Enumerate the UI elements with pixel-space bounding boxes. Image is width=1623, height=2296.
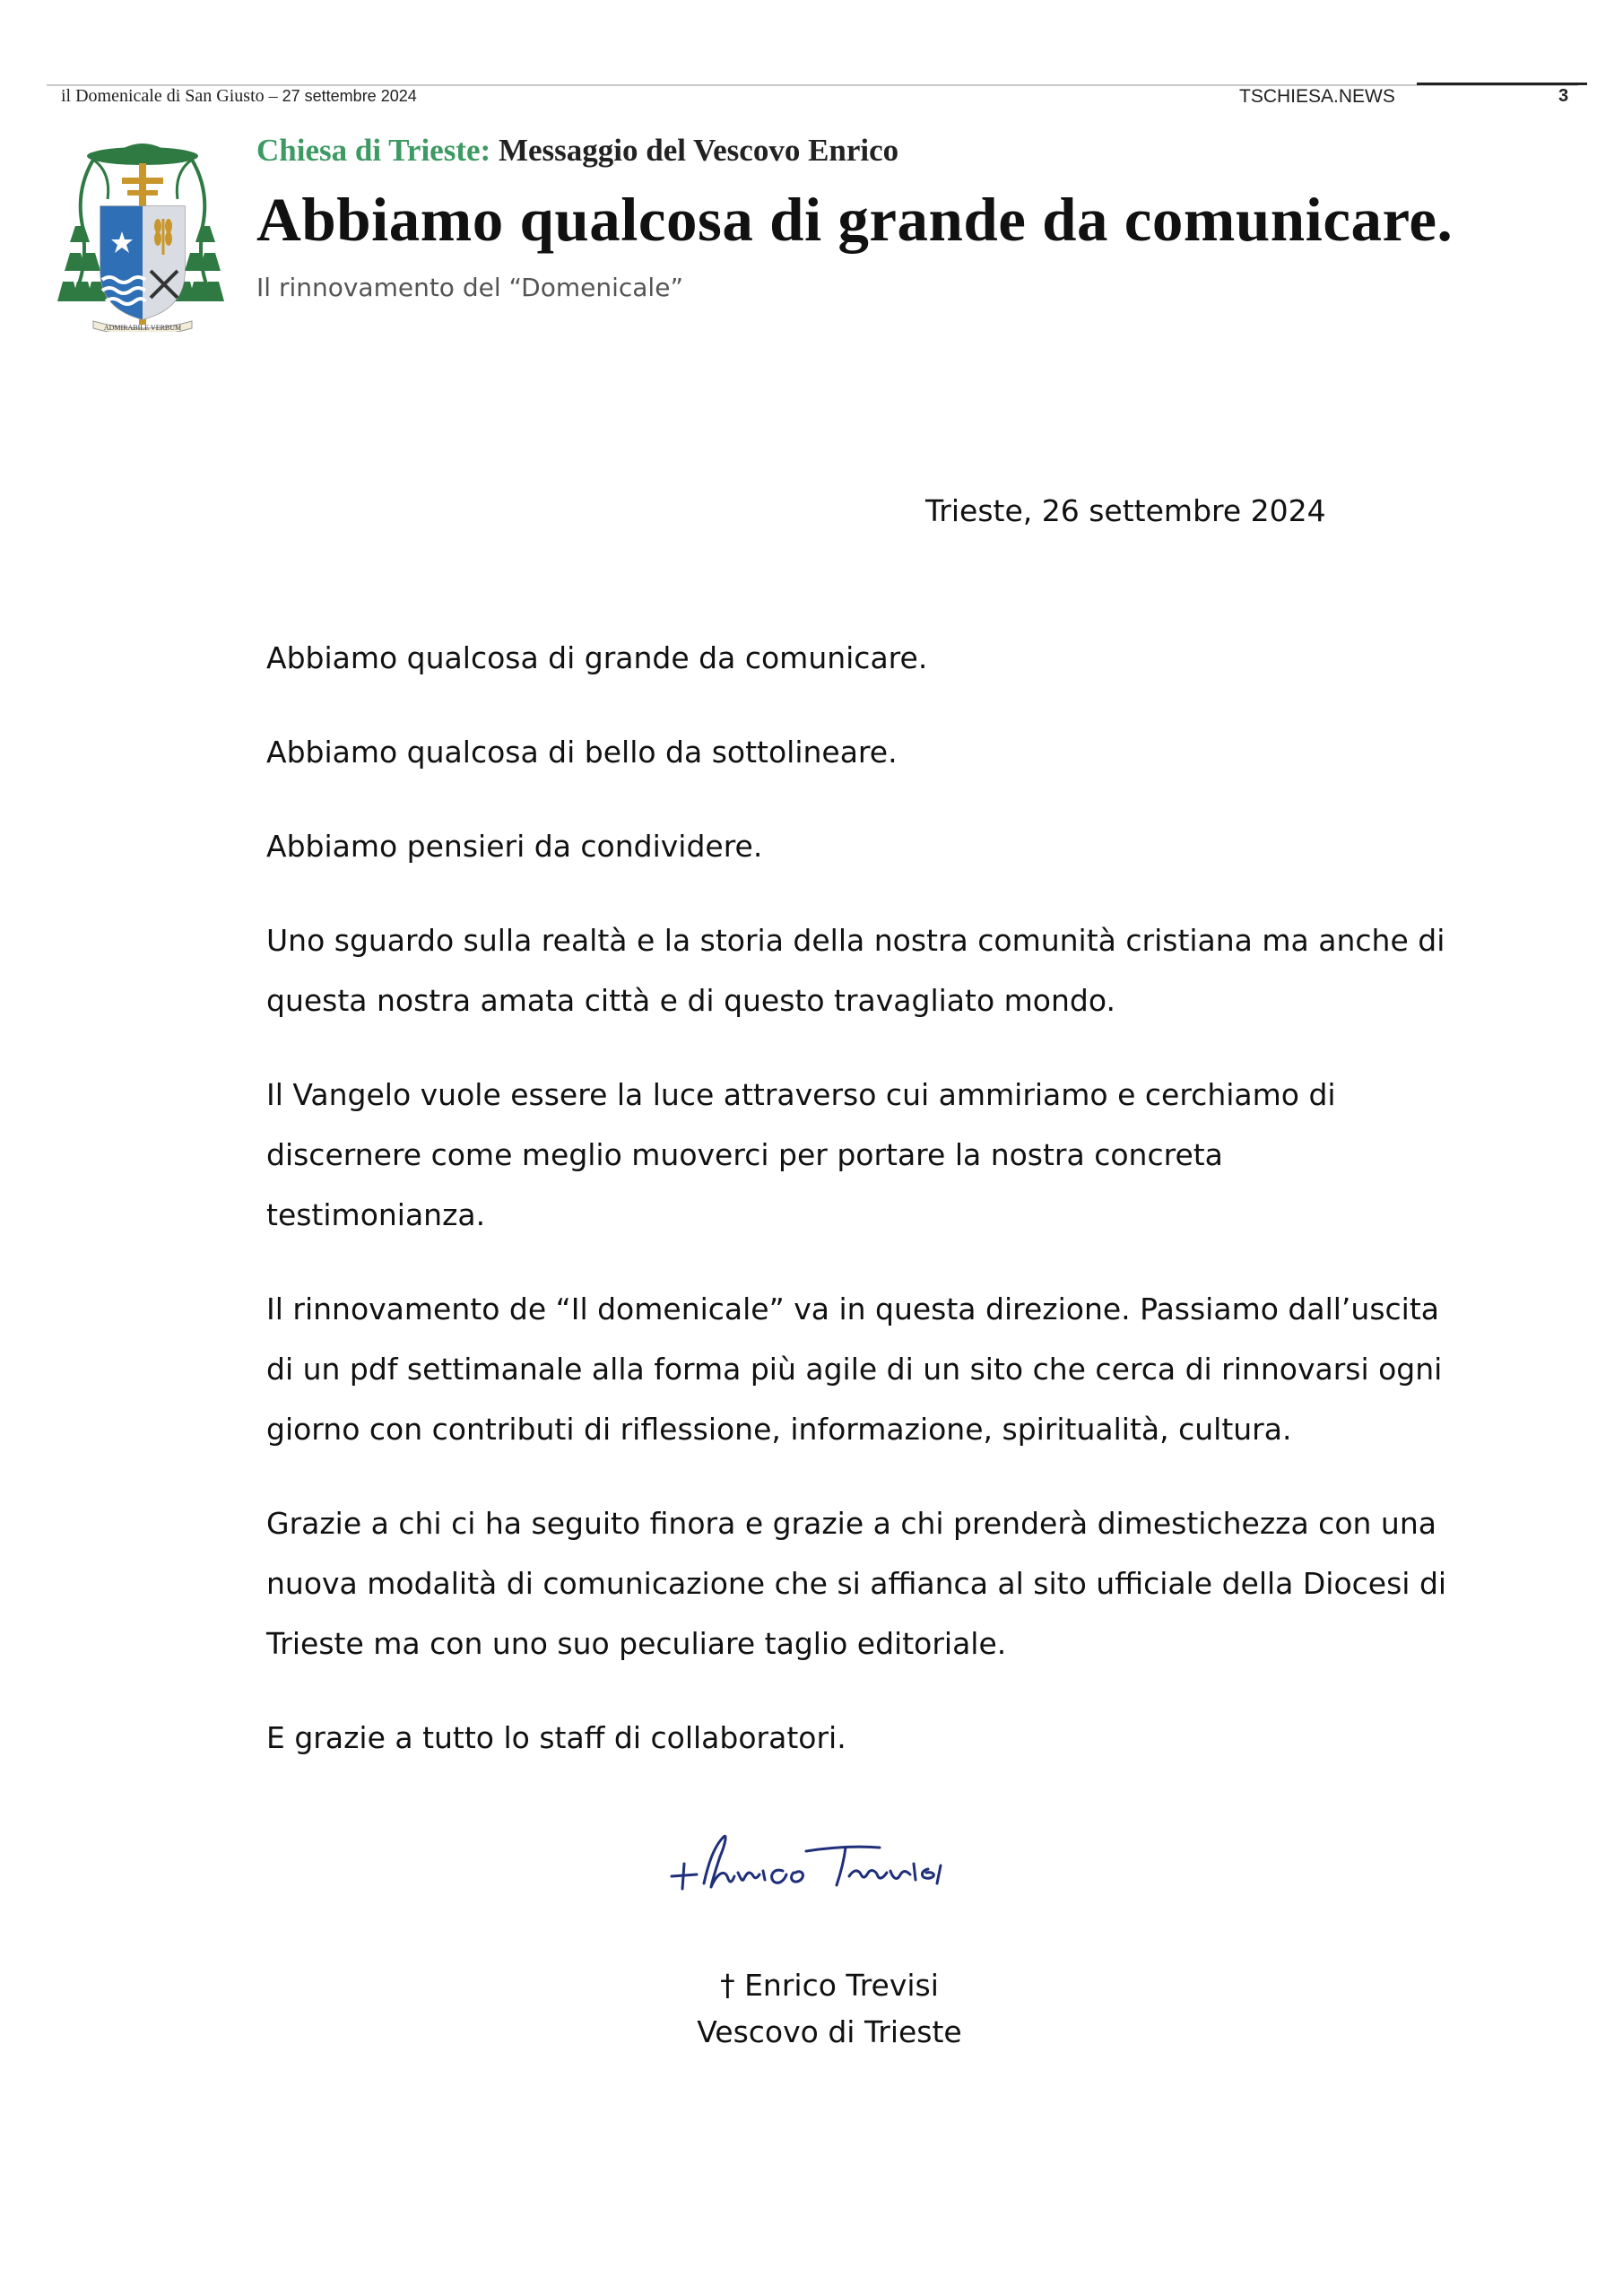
- paragraph-line: E grazie a tutto lo staff di collaboratori.: [266, 1720, 846, 1755]
- publication-name: il Domenicale di San Giusto –: [61, 86, 278, 106]
- site-name: TSCHIESA.NEWS: [1239, 86, 1395, 107]
- handwritten-signature-icon: [668, 1821, 973, 1910]
- article-kicker: [256, 133, 898, 169]
- header-rule-accent: [1417, 83, 1587, 85]
- publication-line: [61, 86, 417, 107]
- signoff-block: [0, 1962, 1623, 2056]
- paragraph-line: giorno con contributi di riflessione, informazione, spiritualità, cultura.: [266, 1412, 1292, 1447]
- paragraph: [266, 628, 1432, 688]
- paragraph: [266, 910, 1445, 1031]
- paragraph-line: questa nostra amata città e di questo travagliato mondo.: [266, 983, 1115, 1018]
- paragraph-line: nuova modalità di comunicazione che si affianca al sito ufficiale della Diocesi di: [266, 1566, 1447, 1601]
- paragraph: [266, 1065, 1432, 1245]
- letter-body: [266, 628, 1447, 1802]
- kicker-highlight: Chiesa di Trieste:: [256, 133, 491, 168]
- paragraph-line: Il Vangelo vuole essere la luce attraverso cui ammiriamo e cerchiamo di: [266, 1077, 1336, 1112]
- letter-dateline: Trieste, 26 settembre 2024: [925, 493, 1326, 528]
- paragraph: [266, 722, 1432, 782]
- paragraph: [266, 816, 1432, 876]
- kicker-rest: Messaggio del Vescovo Enrico: [498, 133, 899, 168]
- signoff-title: Vescovo di Trieste: [697, 2014, 962, 2049]
- paragraph-line: di un pdf settimanale alla forma più agile di un sito che cerca di rinnovarsi ogni: [266, 1352, 1443, 1387]
- svg-text:ADMIRABILE VERBUM: ADMIRABILE VERBUM: [103, 324, 182, 332]
- signoff-name: † Enrico Trevisi: [720, 1968, 939, 2003]
- paragraph: [266, 1493, 1447, 1674]
- article-subtitle: Il rinnovamento del “Domenicale”: [256, 273, 683, 302]
- page-number: 3: [1558, 86, 1569, 106]
- paragraph: [266, 1279, 1443, 1459]
- paragraph-line: Trieste ma con uno suo peculiare taglio editoriale.: [266, 1626, 1007, 1661]
- paragraph: [266, 1708, 1432, 1768]
- paragraph-line: Abbiamo pensieri da condividere.: [266, 829, 763, 864]
- paragraph-line: Abbiamo qualcosa di bello da sottolineare.: [266, 735, 898, 770]
- coat-of-arms-icon: [57, 136, 228, 332]
- publication-date: 27 settembre 2024: [282, 87, 417, 105]
- article-headline: Abbiamo qualcosa di grande da comunicare.: [256, 186, 1454, 254]
- paragraph-line: discernere come meglio muoverci per portare la nostra concreta: [266, 1137, 1223, 1172]
- paragraph-line: testimonianza.: [266, 1197, 486, 1232]
- paragraph-line: Grazie a chi ci ha seguito finora e grazie a chi prenderà dimestichezza con una: [266, 1506, 1436, 1541]
- paragraph-line: Abbiamo qualcosa di grande da comunicare.: [266, 640, 928, 675]
- paragraph-line: Uno sguardo sulla realtà e la storia della nostra comunità cristiana ma anche di: [266, 923, 1445, 958]
- paragraph-line: Il rinnovamento de “Il domenicale” va in questa direzione. Passiamo dall’uscita: [266, 1292, 1439, 1326]
